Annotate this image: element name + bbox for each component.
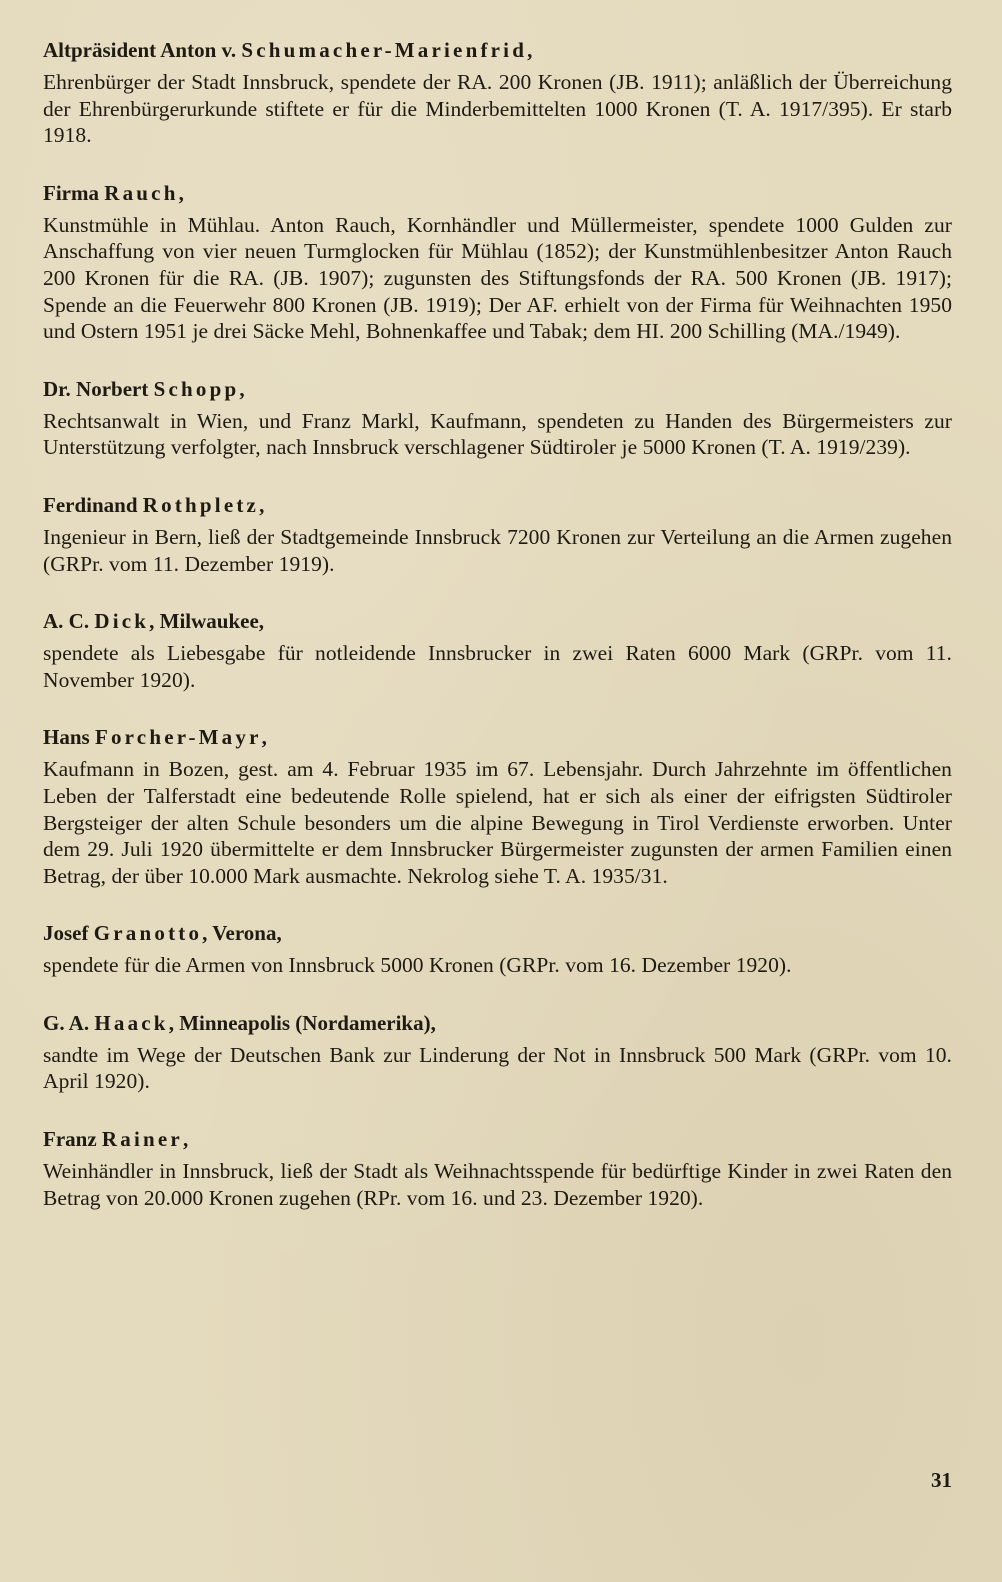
entry-text: sandte im Wege der Deutschen Bank zur Linderung der Not in Innsbruck 500 Mark (GRPr. vom 10. April 1920). — [43, 1042, 952, 1094]
entry-heading-prefix: Franz — [43, 1127, 102, 1152]
entry-heading — [43, 607, 952, 635]
entry-heading — [43, 723, 952, 751]
entry-heading-suffix: , — [261, 725, 267, 750]
entry-heading-suffix: , — [178, 180, 184, 205]
entry-heading-prefix: Altpräsident Anton v. — [43, 38, 242, 62]
entry-heading-suffix: , Verona, — [202, 921, 282, 946]
entry-text: spendete für die Armen von Innsbruck 5000 Kronen (GRPr. vom 16. Dezember 1920). — [43, 953, 792, 978]
entry-heading-suffix: , — [182, 1127, 189, 1152]
entry-heading-prefix: Hans — [43, 725, 95, 750]
entry-forcher-mayr — [43, 723, 952, 889]
entry-heading — [43, 179, 952, 207]
page-number: 31 — [931, 1468, 952, 1492]
entry-text: spendete als Liebesgabe für notleidende Innsbrucker in zwei Raten 6000 Mark (GRPr. vom 11. November 1920). — [43, 641, 952, 692]
entry-heading-prefix: Firma — [43, 180, 105, 205]
entry-text: Weinhändler in Innsbruck, ließ der Stadt als Weihnachtsspende für bedürftige Kinder in zwei Raten den Betrag von 20.000 Kronen zugehen (RPr. vom 16. und 23. Dezember 1920). — [43, 1159, 952, 1210]
entry-heading — [43, 1009, 952, 1037]
entry-granotto — [43, 919, 952, 979]
entry-text: Ingenieur in Bern, ließ der Stadtgemeinde Innsbruck 7200 Kronen zur Verteilung an die Armen zugehen (GRPr. vom 11. Dezember 1919). — [43, 524, 952, 576]
entry-rothpletz — [43, 491, 952, 577]
entry-text: Kaufmann in Bozen, gest. am 4. Februar 1935 im 67. Lebensjahr. Durch Jahrzehnte im öffentlichen Leben der Talferstadt eine bedeutende Rolle spielend, hat er sich als einer der eifrigsten Südtiroler Bergsteiger der alten Schule besonders um die alpine Bewegung in Tirol Verdienste erworben. Unter dem 29. Juli 1920 übermittelte er dem Innsbrucker Bürgermeister zugunsten der armen Familien einen Betrag, der über 10.000 Mark ausmachte. Nekrolog siehe T. A. 1935/31. — [43, 757, 952, 888]
entry-schopp — [43, 375, 952, 461]
entry-heading — [43, 491, 952, 519]
entry-schumacher — [43, 36, 952, 149]
entry-heading-surname: Granotto — [93, 921, 203, 946]
entry-heading — [43, 36, 952, 64]
entry-heading-surname: Haack — [94, 1010, 169, 1035]
entry-heading-suffix: , — [239, 376, 245, 401]
entry-heading-surname: Rothpletz — [142, 492, 260, 517]
entry-heading-suffix: , Milwaukee, — [149, 609, 265, 634]
entry-heading-surname: Rainer — [101, 1127, 183, 1152]
entry-heading-prefix: A. C. — [43, 609, 95, 634]
entry-text: Ehrenbürger der Stadt Innsbruck, spendete der RA. 200 Kronen (JB. 1911); anläßlich der Überreichung der Ehrenbürgerurkunde stiftete er für die Minderbemittelten 1000 Kronen (T. A. 1917/395). Er starb 1918. — [43, 70, 952, 148]
entry-haack — [43, 1009, 952, 1095]
entry-rainer — [43, 1125, 952, 1211]
entry-heading-suffix: , — [527, 38, 533, 62]
entry-heading-surname: Rauch — [104, 180, 179, 205]
entry-heading-surname: Forcher-Mayr — [94, 725, 262, 750]
entry-rauch — [43, 179, 952, 345]
entry-heading-prefix: Ferdinand — [43, 492, 143, 517]
entry-text: Rechtsanwalt in Wien, und Franz Markl, Kaufmann, spendeten zu Handen des Bürgermeisters zur Unterstützung verfolgter, nach Innsbruck verschlagener Südtiroler je 5000 Kronen (T. A. 1919/239). — [43, 408, 952, 460]
entry-heading-suffix: , Minneapolis (Nordamerika), — [168, 1010, 436, 1035]
entry-heading-prefix: Dr. Norbert — [43, 376, 154, 401]
entry-heading-surname: Schopp — [153, 376, 240, 401]
entry-heading-prefix: Josef — [43, 921, 94, 946]
entry-heading — [43, 919, 952, 947]
entry-text: Kunstmühle in Mühlau. Anton Rauch, Kornhändler und Müllermeister, spendete 1000 Gulden zur Anschaffung von vier neuen Turmglocken für Mühlau (1852); der Kunstmühlenbesitzer Anton Rauch 200 Kronen für die RA. (JB. 1907); zugunsten des Stiftungsfonds der RA. 500 Kronen (JB. 1917); Spende an die Feuerwehr 800 Kronen (JB. 1919); Der AF. erhielt von der Firma für Weihnachten 1950 und Ostern 1951 je drei Säcke Mehl, Bohnenkaffee und Tabak; dem HI. 200 Schilling (MA./1949). — [43, 212, 952, 344]
entry-heading-prefix: G. A. — [43, 1010, 95, 1035]
entry-heading-suffix: , — [259, 492, 265, 517]
entry-heading — [43, 1125, 952, 1153]
entry-dick — [43, 607, 952, 693]
entry-heading — [43, 375, 952, 403]
entry-heading-surname: Dick — [94, 609, 150, 634]
entry-heading-surname: Schumacher-Marienfrid — [241, 38, 528, 62]
